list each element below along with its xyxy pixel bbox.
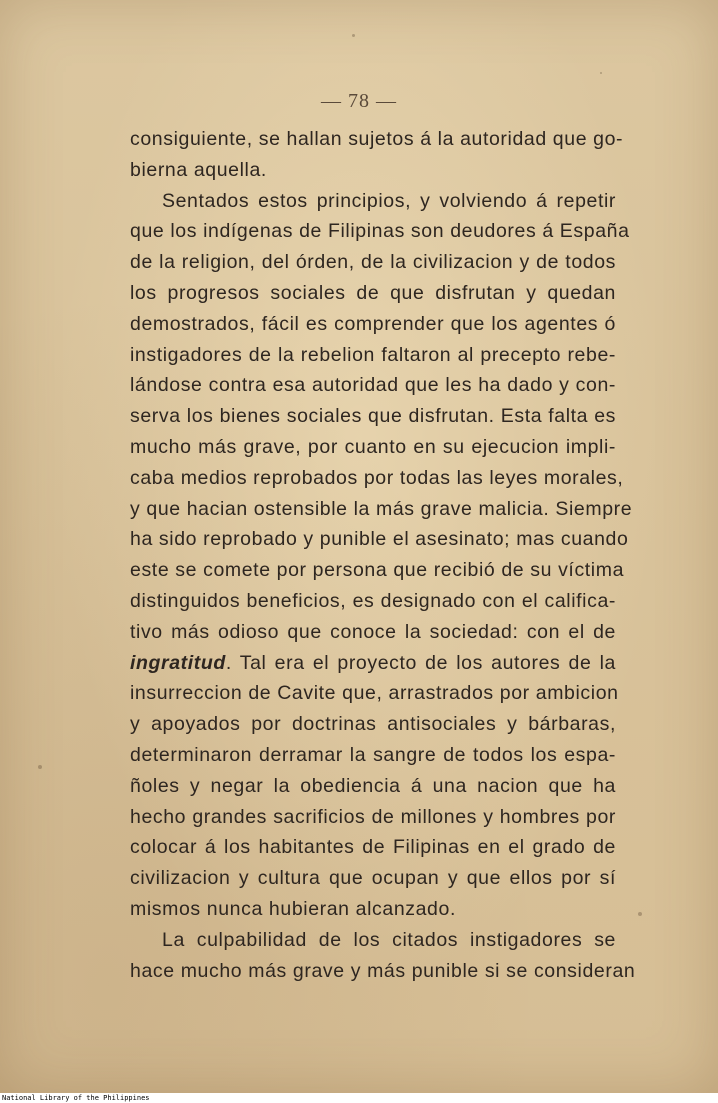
text-line (130, 678, 619, 709)
line-text: colocar á los habitantes de Filipinas en el grado de (130, 836, 616, 859)
line-text: La culpabilidad de los citados instigadores se (162, 928, 616, 951)
text-line (130, 463, 624, 494)
text-line (130, 648, 616, 679)
line-text: y apoyados por doctrinas antisociales y bárbaras, (130, 713, 616, 736)
line-text: demostrados, fácil es comprender que los agentes ó (130, 312, 616, 335)
text-line (130, 340, 616, 371)
paper-speck (38, 765, 42, 769)
paper-speck (352, 34, 355, 37)
line-text: distinguidos beneficios, es designado con el califica- (130, 589, 616, 612)
page-number: — 78 — (321, 90, 397, 112)
line-text: este se comete por persona que recibió de su víctima (130, 559, 625, 582)
text-line (130, 586, 616, 617)
text-line (130, 894, 616, 925)
text-line (130, 956, 636, 987)
library-credit: National Library of the Philippines (2, 1094, 150, 1102)
text-line (130, 555, 625, 586)
paper-speck (638, 912, 642, 916)
line-text: mucho más grave, por cuanto en su ejecucion impli- (130, 435, 616, 458)
text-line (130, 247, 616, 278)
text-line (130, 155, 616, 186)
text-line (130, 925, 616, 956)
text-line (130, 494, 633, 525)
text-line (130, 186, 616, 217)
line-text: ha sido reprobado y punible el asesinato; mas cuando (130, 528, 629, 551)
text-line (130, 401, 616, 432)
line-text: y que hacian ostensible la más grave malicia. Siempre (130, 497, 633, 520)
text-line (130, 863, 616, 894)
line-text: instigadores de la rebelion faltaron al precepto rebe- (130, 343, 616, 366)
line-text: civilizacion y cultura que ocupan y que ellos por sí (130, 867, 616, 890)
line-text: determinaron derramar la sangre de todos los espa- (130, 743, 616, 766)
line-text: ñoles y negar la obediencia á una nacion que ha (130, 774, 616, 797)
text-line (130, 771, 616, 802)
line-text: hace mucho más grave y más punible si se consideran (130, 959, 636, 982)
line-text: mismos nunca hubieran alcanzado. (130, 897, 456, 920)
line-text: lándose contra esa autoridad que les ha dado y con- (130, 374, 616, 397)
emphasized-word: ingratitud (130, 651, 226, 674)
line-text: hecho grandes sacrificios de millones y hombres por (130, 805, 616, 828)
text-line (130, 802, 616, 833)
line-text: que los indígenas de Filipinas son deudores á España (130, 220, 630, 243)
line-text: tivo más odioso que conoce la sociedad: con el de (130, 620, 616, 643)
text-line (130, 617, 616, 648)
text-line (130, 709, 616, 740)
line-text: serva los bienes sociales que disfrutan. Esta falta es (130, 405, 616, 428)
text-line (130, 370, 616, 401)
line-text: . Tal era el proyecto de los autores de la (225, 651, 616, 674)
text-line (130, 740, 616, 771)
line-text: Sentados estos principios, y volviendo á repetir (162, 189, 616, 212)
text-line (130, 278, 616, 309)
text-line (130, 432, 616, 463)
line-text: consiguiente, se hallan sujetos á la autoridad que go- (130, 128, 624, 150)
text-line (130, 124, 624, 155)
body-text (130, 124, 636, 986)
line-text: caba medios reprobados por todas las leyes morales, (130, 466, 624, 489)
line-text: los progresos sociales de que disfrutan y quedan (130, 281, 616, 304)
text-line (130, 524, 629, 555)
line-text: insurreccion de Cavite que, arrastrados por ambicion (130, 682, 619, 705)
line-text: bierna aquella. (130, 158, 267, 181)
line-text: de la religion, del órden, de la civilizacion y de todos (130, 251, 616, 274)
text-line (130, 832, 616, 863)
paper-speck (600, 72, 602, 74)
text-line (130, 309, 616, 340)
text-line (130, 216, 630, 247)
